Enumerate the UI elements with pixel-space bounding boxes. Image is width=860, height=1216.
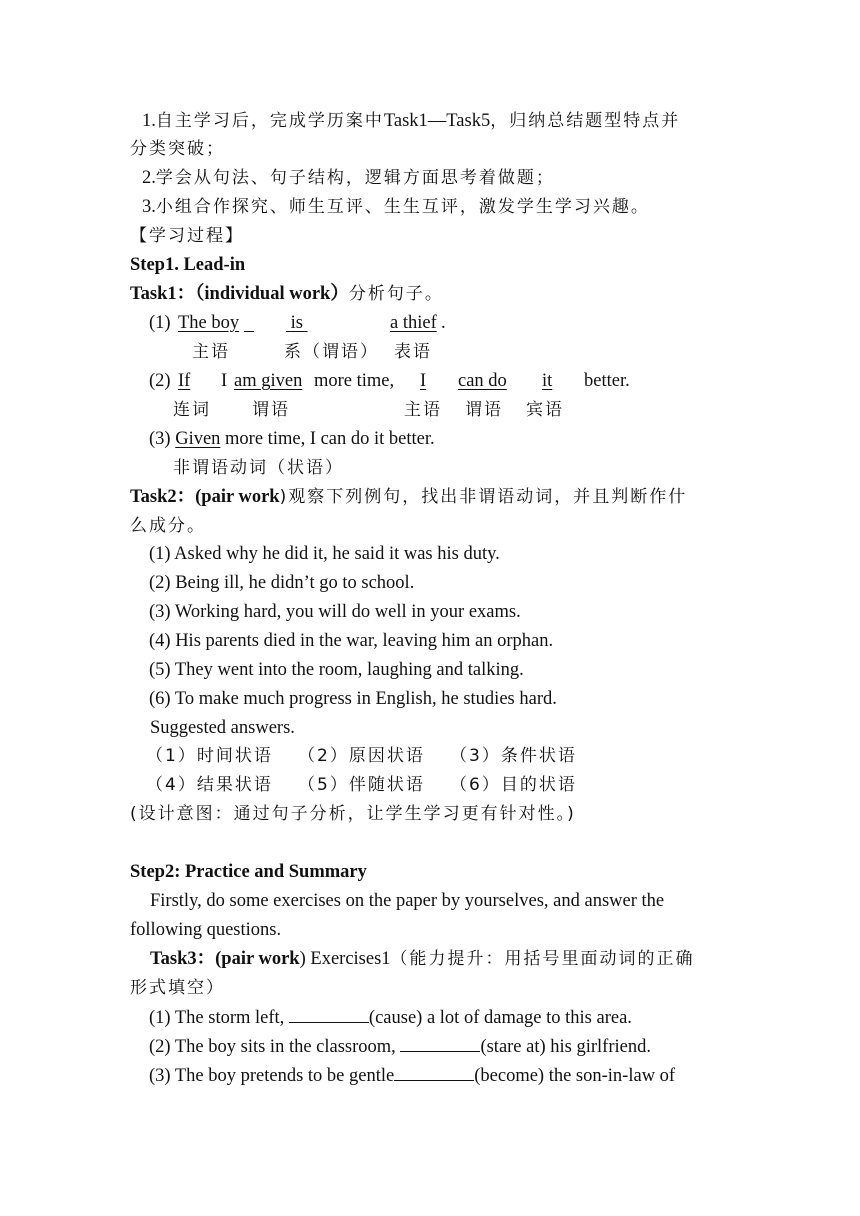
task2-mode: (pair work xyxy=(195,487,280,507)
sentence-number: (3) xyxy=(149,429,171,449)
label-object: 宾语 xyxy=(526,400,564,420)
task3-paren: ) xyxy=(299,949,306,969)
answer-item: （2）原因状语 xyxy=(298,746,425,766)
task2-title xyxy=(130,485,687,509)
objective-number: 3. xyxy=(142,197,156,217)
sentence-verb xyxy=(286,311,308,335)
sentence-text: better. xyxy=(584,371,630,391)
sentence-word: I xyxy=(221,371,228,391)
task1-label: Task1： xyxy=(130,284,196,304)
task3-mode: (pair work xyxy=(215,949,300,969)
answer-blank[interactable] xyxy=(394,1063,474,1081)
task2-sentence: (2) Being ill, he didn’t go to school. xyxy=(149,573,415,593)
sentence-verb: can do xyxy=(458,371,507,391)
task2-sentence: (5) They went into the room, laughing and talking. xyxy=(149,660,524,680)
exercise-text: (2) The boy sits in the classroom, xyxy=(149,1037,396,1057)
task3-desc-line2: 形式填空） xyxy=(130,978,225,998)
exercise-text: (3) The boy pretends to be gentle xyxy=(149,1066,395,1086)
sentence-period: . xyxy=(441,313,446,333)
answers-row-2 xyxy=(0,773,860,797)
task2-label: Task2： xyxy=(130,487,196,507)
label-subject: 主语 xyxy=(192,342,230,362)
sentence-number: (1) xyxy=(149,313,171,333)
answers-row-1 xyxy=(0,744,860,768)
label-subject: 主语 xyxy=(404,400,442,420)
step2-heading: Step2: Practice and Summary xyxy=(130,862,367,882)
objective-3 xyxy=(142,195,650,219)
objective-2 xyxy=(142,166,555,190)
exercise-text: (1) The storm left, xyxy=(149,1008,285,1028)
label-complement: 表语 xyxy=(394,342,432,362)
task2-sentence: (4) His parents died in the war, leaving him an orphan. xyxy=(149,631,554,651)
suggested-answers-heading: Suggested answers. xyxy=(150,718,295,738)
objective-text: 小组合作探究、师生互评、生生互评，激发学生学习兴趣。 xyxy=(155,197,650,217)
task2-desc-line2: 么成分。 xyxy=(130,516,206,536)
task1-mode: （individual work） xyxy=(195,284,349,304)
design-note: (设计意图：通过句子分析，让学生学习更有针对性。) xyxy=(130,804,576,824)
sentence-object: it xyxy=(542,371,553,391)
task1-label-3: 非谓语动词（状语） xyxy=(173,458,344,478)
task3-desc: （能力提升：用括号里面动词的正确 xyxy=(390,949,695,969)
sentence-text: more time, I can do it better. xyxy=(225,429,435,449)
objective-text: 自主学习后，完成学历案中 xyxy=(155,111,384,131)
task2-sentence: (1) Asked why he did it, he said it was his duty. xyxy=(149,544,500,564)
label-predicate: 谓语 xyxy=(465,400,503,420)
underline-extension xyxy=(244,311,254,332)
answer-item: （3）条件状语 xyxy=(450,746,577,766)
task2-sentence: (3) Working hard, you will do well in your exams. xyxy=(149,602,521,622)
objective-1-line2: 分类突破； xyxy=(130,139,225,159)
task1-desc: 分析句子。 xyxy=(348,284,444,304)
step1-heading: Step1. Lead-in xyxy=(130,255,246,275)
sentence-nonfinite: Given xyxy=(175,429,221,449)
answer-blank[interactable] xyxy=(400,1034,480,1052)
step2-intro-line2: following questions. xyxy=(130,920,282,940)
label-predicate: 谓语 xyxy=(252,400,290,420)
exercise-hint: (cause) a lot of damage to this area. xyxy=(368,1008,632,1028)
answer-item: （4）结果状语 xyxy=(146,775,273,795)
sentence-subject: The boy xyxy=(178,313,240,333)
task1-labels-1 xyxy=(0,340,860,364)
answer-item: （6）目的状语 xyxy=(450,775,577,795)
answer-blank[interactable] xyxy=(289,1005,369,1023)
answer-item: （5）伴随状语 xyxy=(298,775,425,795)
objective-text: ，归纳总结题型特点并 xyxy=(490,111,681,131)
objective-number: 2. xyxy=(142,168,156,188)
task2-sentence: (6) To make much progress in English, he studies hard. xyxy=(149,689,557,709)
objective-1-line1 xyxy=(142,109,680,133)
task3-title xyxy=(150,947,695,971)
task2-desc: )观察下列例句，找出非谓语动词，并且判断作什 xyxy=(279,487,688,507)
task1-sentence-1 xyxy=(0,311,860,335)
verb-text: is xyxy=(290,313,303,333)
step2-intro-line1: Firstly, do some exercises on the paper by yourselves, and answer the xyxy=(150,891,665,911)
sentence-complement: a thief xyxy=(390,313,437,333)
answer-item: （1）时间状语 xyxy=(146,746,273,766)
exercise-hint: (become) the son-in-law of xyxy=(474,1066,676,1086)
label-verb: 系（谓语） xyxy=(284,342,379,362)
exercise-item-2 xyxy=(149,1034,651,1059)
sentence-number: (2) xyxy=(149,371,171,391)
task3-exercise: Exercises1 xyxy=(305,949,391,969)
task1-labels-2 xyxy=(0,398,860,422)
objective-tasks: Task1—Task5 xyxy=(383,111,491,131)
objective-number: 1. xyxy=(142,111,156,131)
task1-sentence-2 xyxy=(0,369,860,393)
task3-label: Task3： xyxy=(150,949,216,969)
sentence-text: more time, xyxy=(314,371,395,391)
exercise-item-3 xyxy=(149,1063,675,1088)
task1-sentence-3 xyxy=(149,427,435,451)
objective-text: 学会从句法、句子结构，逻辑方面思考着做题； xyxy=(155,168,555,188)
task1-title xyxy=(130,282,444,306)
label-conjunction: 连词 xyxy=(173,400,211,420)
process-heading: 【学习过程】 xyxy=(130,226,244,246)
exercise-hint: (stare at) his girlfriend. xyxy=(480,1037,651,1057)
sentence-subject: I xyxy=(420,371,427,391)
sentence-conjunction: If xyxy=(178,371,191,391)
sentence-verb: am given xyxy=(234,371,303,391)
exercise-item-1 xyxy=(149,1005,632,1030)
